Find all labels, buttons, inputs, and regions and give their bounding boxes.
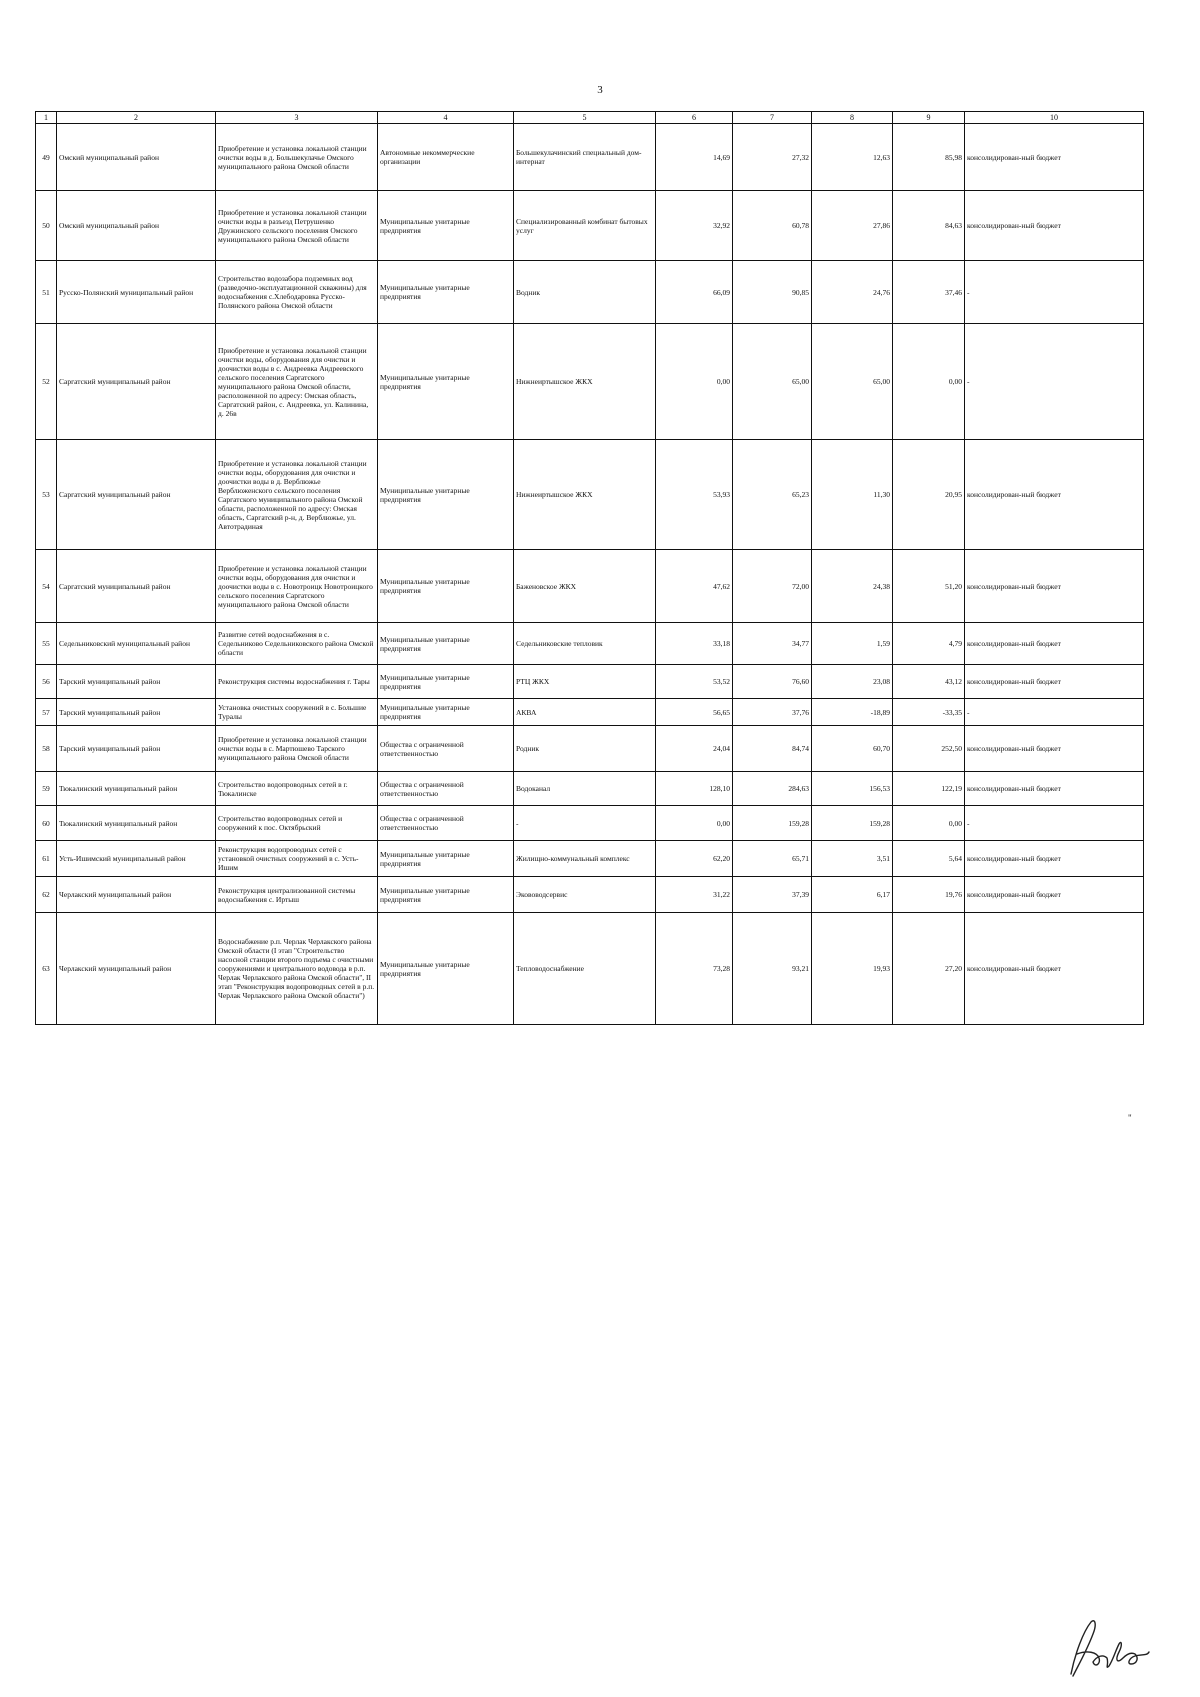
column-header: 9 xyxy=(893,112,965,124)
value-col8-cell: 159,28 xyxy=(812,806,893,841)
org-type-cell: Общества с ограниченной ответственностью xyxy=(378,806,514,841)
value-col6-cell: 47,62 xyxy=(656,550,733,623)
value-col8-cell: 12,63 xyxy=(812,124,893,191)
org-type-cell: Общества с ограниченной ответственностью xyxy=(378,772,514,806)
value-col7-cell: 34,77 xyxy=(733,623,812,665)
table-row xyxy=(36,324,1144,440)
value-col9-cell: 51,20 xyxy=(893,550,965,623)
value-col8-cell: 24,76 xyxy=(812,261,893,324)
table-row xyxy=(36,261,1144,324)
column-header: 10 xyxy=(965,112,1144,124)
value-col9-cell: 5,64 xyxy=(893,841,965,877)
row-number-cell: 56 xyxy=(36,665,57,699)
project-cell: Приобретение и установка локальной станции очистки воды, оборудования для очистки и доочистки воды в с. Новотроицк Новотроицкого сельского поселения Саргатского муниципального района Омской области xyxy=(216,550,378,623)
row-number-cell: 51 xyxy=(36,261,57,324)
value-col7-cell: 65,71 xyxy=(733,841,812,877)
value-col6-cell: 56,65 xyxy=(656,699,733,726)
value-col6-cell: 24,04 xyxy=(656,726,733,772)
budget-cell: консолидирован-ный бюджет xyxy=(965,772,1144,806)
value-col8-cell: 156,53 xyxy=(812,772,893,806)
budget-cell: консолидирован-ный бюджет xyxy=(965,913,1144,1025)
row-number-cell: 54 xyxy=(36,550,57,623)
value-col9-cell: 0,00 xyxy=(893,806,965,841)
row-number-cell: 57 xyxy=(36,699,57,726)
value-col6-cell: 32,92 xyxy=(656,191,733,261)
value-col9-cell: 85,98 xyxy=(893,124,965,191)
district-cell: Седельниковский муниципальный район xyxy=(57,623,216,665)
organization-cell: Специализированный комбинат бытовых услуг xyxy=(514,191,656,261)
budget-cell: консолидирован-ный бюджет xyxy=(965,841,1144,877)
district-cell: Черлакский муниципальный район xyxy=(57,913,216,1025)
organization-cell: Нижнеиртышское ЖКХ xyxy=(514,324,656,440)
org-type-cell: Муниципальные унитарные предприятия xyxy=(378,324,514,440)
value-col8-cell: 60,70 xyxy=(812,726,893,772)
budget-cell: консолидирован-ный бюджет xyxy=(965,124,1144,191)
district-cell: Тюкалинский муниципальный район xyxy=(57,772,216,806)
organization-cell: - xyxy=(514,806,656,841)
project-cell: Реконструкция централизованной системы водоснабжения с. Иртыш xyxy=(216,877,378,913)
table-row xyxy=(36,440,1144,550)
organization-cell: Тепловодоснабжение xyxy=(514,913,656,1025)
value-col8-cell: 6,17 xyxy=(812,877,893,913)
project-cell: Строительство водозабора подземных вод (разведочно-эксплуатационной скважины) для водоснабжения с.Хлебодаровка Русско-Полянского района Омской области xyxy=(216,261,378,324)
value-col7-cell: 65,00 xyxy=(733,324,812,440)
district-cell: Тюкалинский муниципальный район xyxy=(57,806,216,841)
value-col7-cell: 72,00 xyxy=(733,550,812,623)
budget-cell: консолидирован-ный бюджет xyxy=(965,440,1144,550)
district-cell: Омский муниципальный район xyxy=(57,124,216,191)
value-col8-cell: 23,08 xyxy=(812,665,893,699)
table-row xyxy=(36,772,1144,806)
org-type-cell: Муниципальные унитарные предприятия xyxy=(378,841,514,877)
table-row xyxy=(36,841,1144,877)
project-cell: Строительство водопроводных сетей и сооружений к пос. Октябрьский xyxy=(216,806,378,841)
table-row xyxy=(36,124,1144,191)
row-number-cell: 50 xyxy=(36,191,57,261)
budget-cell: консолидирован-ный бюджет xyxy=(965,191,1144,261)
row-number-cell: 52 xyxy=(36,324,57,440)
value-col6-cell: 73,28 xyxy=(656,913,733,1025)
handwritten-signature xyxy=(1057,1614,1157,1680)
value-col9-cell: 4,79 xyxy=(893,623,965,665)
org-type-cell: Муниципальные унитарные предприятия xyxy=(378,877,514,913)
budget-cell: консолидирован-ный бюджет xyxy=(965,665,1144,699)
organization-cell: Экововодсервис xyxy=(514,877,656,913)
project-cell: Приобретение и установка локальной станции очистки воды, оборудования для очистки и доочистки воды в с. Андреевка Андреевского сельского поселения Саргатского муниципального района Омской области, расположенной по адресу: Омская область, Саргатский район, с. Андреевка, ул. Калинина, д. 26в xyxy=(216,324,378,440)
table-row xyxy=(36,191,1144,261)
value-col7-cell: 65,23 xyxy=(733,440,812,550)
value-col7-cell: 37,76 xyxy=(733,699,812,726)
district-cell: Саргатский муниципальный район xyxy=(57,550,216,623)
organization-cell: Водник xyxy=(514,261,656,324)
table-row xyxy=(36,913,1144,1025)
column-header: 3 xyxy=(216,112,378,124)
project-cell: Реконструкция системы водоснабжения г. Тары xyxy=(216,665,378,699)
project-cell: Приобретение и установка локальной станции очистки воды, оборудования для очистки и доочистки воды в д. Верблюжье Верблюженского сельского поселения Саргатского муниципального района Омской области, расположенной по адресу: Омская область, Саргатский р-н, д. Верблюжье, ул. Автотрадиная xyxy=(216,440,378,550)
table-row xyxy=(36,699,1144,726)
column-header: 1 xyxy=(36,112,57,124)
value-col8-cell: 27,86 xyxy=(812,191,893,261)
table-row xyxy=(36,806,1144,841)
project-cell: Строительство водопроводных сетей в г. Тюкалинске xyxy=(216,772,378,806)
district-cell: Усть-Ишимский муниципальный район xyxy=(57,841,216,877)
value-col7-cell: 159,28 xyxy=(733,806,812,841)
budget-cell: - xyxy=(965,324,1144,440)
closing-quote-mark: " xyxy=(1128,1113,1132,1123)
organization-cell: Седельниковские тепловик xyxy=(514,623,656,665)
project-cell: Водоснабжение р.п. Черлак Черлакского района Омской области (I этап "Строительство насосной станции второго подъема с очистными сооружениями и центрального водовода в р.п. Черлак Черлакского района Омской области", II этап "Реконструкция водопроводных сетей в р.п. Черлак Черлакского района Омской области") xyxy=(216,913,378,1025)
project-cell: Приобретение и установка локальной станции очистки воды в разъезд Петрушенко Дружинского сельского поселения Омского муниципального района Омской области xyxy=(216,191,378,261)
organization-cell: Жилищно-коммунальный комплекс xyxy=(514,841,656,877)
table-body xyxy=(36,124,1144,1025)
row-number-cell: 60 xyxy=(36,806,57,841)
organization-cell: Водоканал xyxy=(514,772,656,806)
value-col6-cell: 62,20 xyxy=(656,841,733,877)
row-number-cell: 53 xyxy=(36,440,57,550)
budget-cell: - xyxy=(965,699,1144,726)
table-row xyxy=(36,665,1144,699)
column-header: 6 xyxy=(656,112,733,124)
org-type-cell: Муниципальные унитарные предприятия xyxy=(378,550,514,623)
value-col7-cell: 37,39 xyxy=(733,877,812,913)
district-cell: Черлакский муниципальный район xyxy=(57,877,216,913)
value-col6-cell: 14,69 xyxy=(656,124,733,191)
value-col7-cell: 284,63 xyxy=(733,772,812,806)
value-col6-cell: 0,00 xyxy=(656,324,733,440)
value-col6-cell: 0,00 xyxy=(656,806,733,841)
organization-cell: Баженовское ЖКХ xyxy=(514,550,656,623)
project-cell: Развитие сетей водоснабжения в с. Седельниково Седельниковского района Омской области xyxy=(216,623,378,665)
value-col7-cell: 76,60 xyxy=(733,665,812,699)
column-header: 4 xyxy=(378,112,514,124)
organization-cell: Большекулачинский специальный дом-интернат xyxy=(514,124,656,191)
column-header: 7 xyxy=(733,112,812,124)
value-col8-cell: 65,00 xyxy=(812,324,893,440)
value-col7-cell: 84,74 xyxy=(733,726,812,772)
value-col8-cell: 11,30 xyxy=(812,440,893,550)
value-col9-cell: 20,95 xyxy=(893,440,965,550)
district-cell: Тарский муниципальный район xyxy=(57,665,216,699)
value-col8-cell: 24,38 xyxy=(812,550,893,623)
row-number-cell: 62 xyxy=(36,877,57,913)
value-col8-cell: 19,93 xyxy=(812,913,893,1025)
budget-cell: консолидирован-ный бюджет xyxy=(965,550,1144,623)
page-number: 3 xyxy=(597,84,603,96)
org-type-cell: Муниципальные унитарные предприятия xyxy=(378,913,514,1025)
value-col9-cell: 84,63 xyxy=(893,191,965,261)
value-col6-cell: 128,10 xyxy=(656,772,733,806)
organization-cell: РТЦ ЖКХ xyxy=(514,665,656,699)
value-col8-cell: -18,89 xyxy=(812,699,893,726)
table-row xyxy=(36,877,1144,913)
value-col9-cell: 19,76 xyxy=(893,877,965,913)
row-number-cell: 61 xyxy=(36,841,57,877)
value-col9-cell: 252,50 xyxy=(893,726,965,772)
value-col9-cell: 0,00 xyxy=(893,324,965,440)
value-col7-cell: 27,32 xyxy=(733,124,812,191)
org-type-cell: Муниципальные унитарные предприятия xyxy=(378,665,514,699)
org-type-cell: Общества с ограниченной ответственностью xyxy=(378,726,514,772)
value-col7-cell: 90,85 xyxy=(733,261,812,324)
value-col9-cell: 27,20 xyxy=(893,913,965,1025)
org-type-cell: Автономные некоммерческие организации xyxy=(378,124,514,191)
organization-cell: Нижнеиртышское ЖКХ xyxy=(514,440,656,550)
row-number-cell: 58 xyxy=(36,726,57,772)
column-header: 2 xyxy=(57,112,216,124)
value-col7-cell: 93,21 xyxy=(733,913,812,1025)
budget-cell: консолидирован-ный бюджет xyxy=(965,623,1144,665)
row-number-cell: 59 xyxy=(36,772,57,806)
value-col6-cell: 53,93 xyxy=(656,440,733,550)
district-cell: Русско-Полянский муниципальный район xyxy=(57,261,216,324)
value-col6-cell: 53,52 xyxy=(656,665,733,699)
data-table xyxy=(35,111,1144,1025)
district-cell: Тарский муниципальный район xyxy=(57,726,216,772)
row-number-cell: 63 xyxy=(36,913,57,1025)
value-col6-cell: 31,22 xyxy=(656,877,733,913)
value-col9-cell: 43,12 xyxy=(893,665,965,699)
district-cell: Омский муниципальный район xyxy=(57,191,216,261)
project-cell: Реконструкция водопроводных сетей с установкой очистных сооружений в с. Усть-Ишим xyxy=(216,841,378,877)
table-row xyxy=(36,623,1144,665)
value-col8-cell: 3,51 xyxy=(812,841,893,877)
organization-cell: АКВА xyxy=(514,699,656,726)
budget-cell: консолидирован-ный бюджет xyxy=(965,726,1144,772)
value-col6-cell: 66,09 xyxy=(656,261,733,324)
project-cell: Приобретение и установка локальной станции очистки воды в с. Мартюшево Тарского муниципального района Омской области xyxy=(216,726,378,772)
budget-cell: - xyxy=(965,261,1144,324)
district-cell: Саргатский муниципальный район xyxy=(57,440,216,550)
org-type-cell: Муниципальные унитарные предприятия xyxy=(378,623,514,665)
row-number-cell: 55 xyxy=(36,623,57,665)
value-col9-cell: -33,35 xyxy=(893,699,965,726)
column-header: 5 xyxy=(514,112,656,124)
table-row xyxy=(36,726,1144,772)
value-col9-cell: 122,19 xyxy=(893,772,965,806)
table-header-row xyxy=(36,112,1144,124)
org-type-cell: Муниципальные унитарные предприятия xyxy=(378,191,514,261)
column-header: 8 xyxy=(812,112,893,124)
value-col7-cell: 60,78 xyxy=(733,191,812,261)
district-cell: Тарский муниципальный район xyxy=(57,699,216,726)
row-number-cell: 49 xyxy=(36,124,57,191)
value-col8-cell: 1,59 xyxy=(812,623,893,665)
table-row xyxy=(36,550,1144,623)
project-cell: Установка очистных сооружений в с. Большие Туралы xyxy=(216,699,378,726)
organization-cell: Родник xyxy=(514,726,656,772)
org-type-cell: Муниципальные унитарные предприятия xyxy=(378,699,514,726)
project-cell: Приобретение и установка локальной станции очистки воды в д. Большекулачье Омского муниципального района Омской области xyxy=(216,124,378,191)
value-col6-cell: 33,18 xyxy=(656,623,733,665)
budget-cell: - xyxy=(965,806,1144,841)
value-col9-cell: 37,46 xyxy=(893,261,965,324)
district-cell: Саргатский муниципальный район xyxy=(57,324,216,440)
budget-cell: консолидирован-ный бюджет xyxy=(965,877,1144,913)
org-type-cell: Муниципальные унитарные предприятия xyxy=(378,261,514,324)
org-type-cell: Муниципальные унитарные предприятия xyxy=(378,440,514,550)
